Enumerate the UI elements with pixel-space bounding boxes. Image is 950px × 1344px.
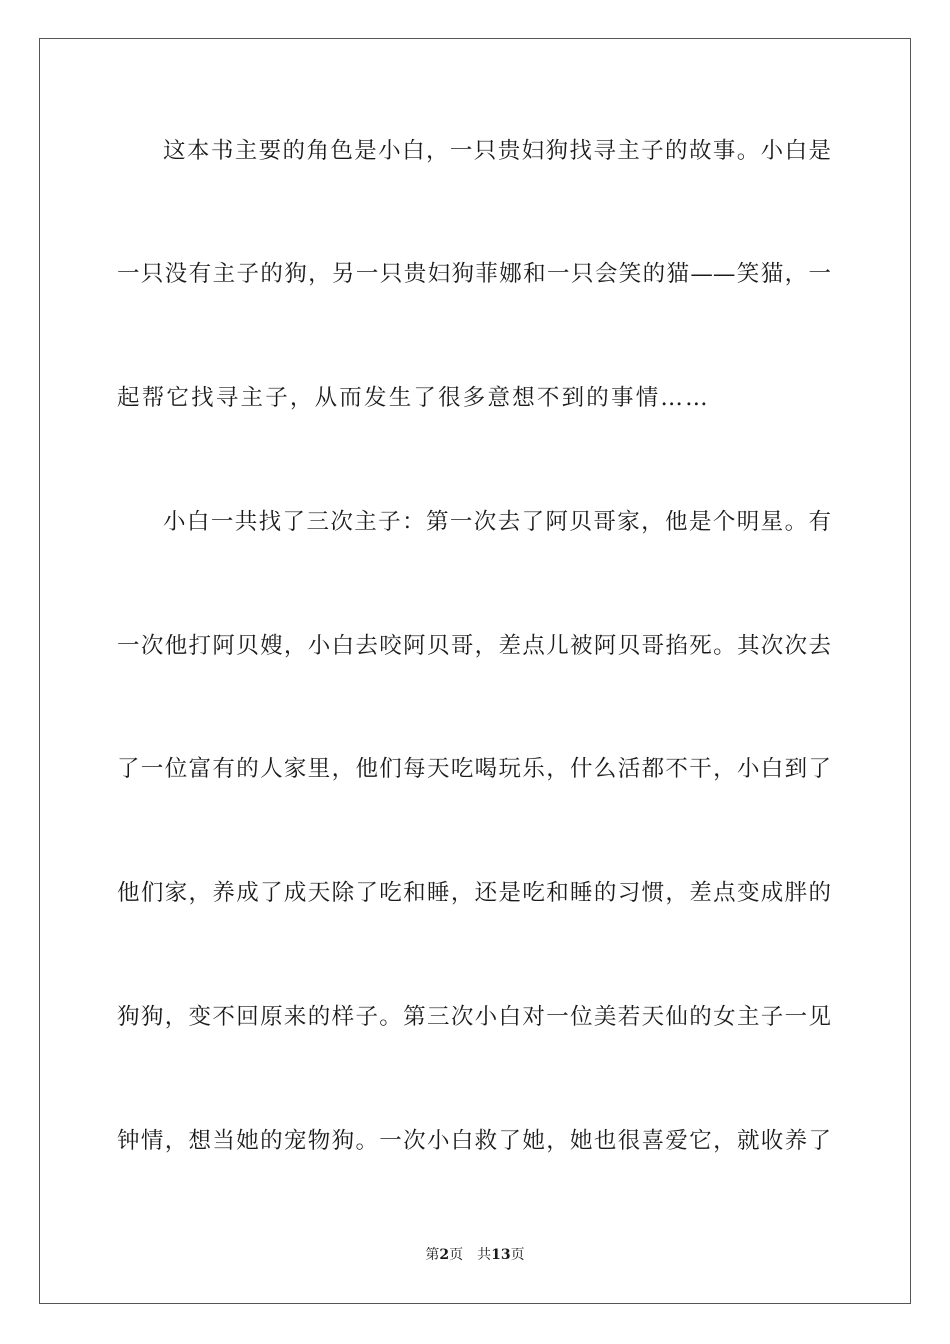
total-prefix: 共 [477,1247,492,1263]
paragraph-2-line-5: 狗狗，变不回原来的样子。第三次小白对一位美若天仙的女主子一见 [117,1004,831,1030]
total-pages: 13 [491,1247,511,1263]
paragraph-1-line-2: 一只没有主子的狗，另一只贵妇狗菲娜和一只会笑的猫——笑猫，一 [117,261,831,287]
paragraph-1-line-1: 这本书主要的角色是小白，一只贵妇狗找寻主子的故事。小白是 [163,138,831,164]
page-prefix: 第 [425,1247,440,1263]
page-number: 2 [439,1247,450,1263]
paragraph-1-line-3: 起帮它找寻主子，从而发生了很多意想不到的事情…… [117,385,710,411]
paragraph-2-line-3: 了一位富有的人家里，他们每天吃喝玩乐，什么活都不干，小白到了 [117,756,831,782]
total-suffix: 页 [510,1247,525,1263]
paragraph-2-line-4: 他们家，养成了成天除了吃和睡，还是吃和睡的习惯，差点变成胖的 [117,880,831,906]
paragraph-2-line-6: 钟情，想当她的宠物狗。一次小白救了她，她也很喜爱它，就收养了 [117,1128,831,1154]
page-suffix: 页 [449,1247,464,1263]
page-footer [0,1246,950,1264]
page-border [39,38,911,1304]
paragraph-2-line-2: 一次他打阿贝嫂，小白去咬阿贝哥，差点儿被阿贝哥掐死。其次次去 [117,633,831,659]
paragraph-2-line-1: 小白一共找了三次主子：第一次去了阿贝哥家，他是个明星。有 [163,509,831,535]
